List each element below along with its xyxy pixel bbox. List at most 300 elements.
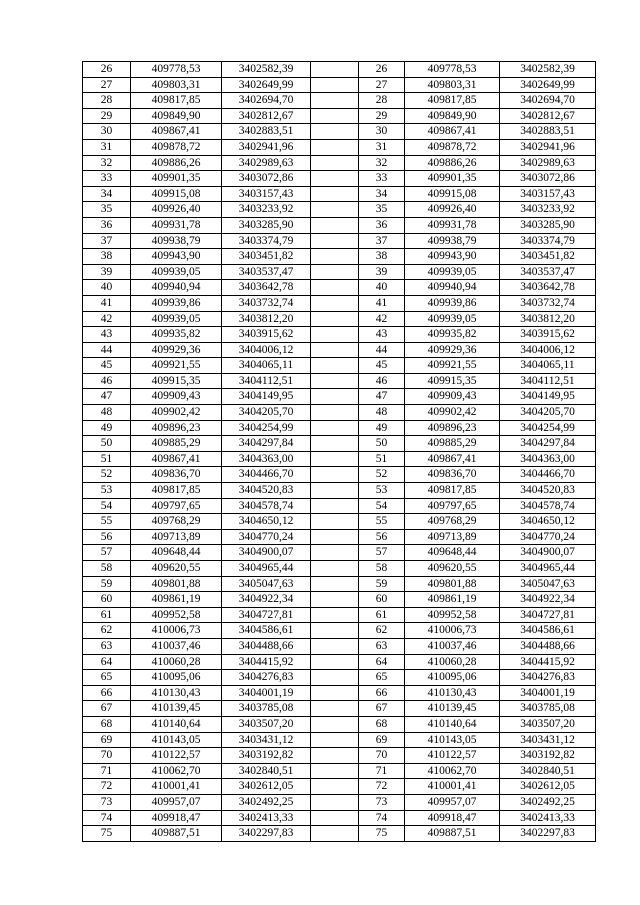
x-coordinate-cell: 409938,79 xyxy=(405,233,500,249)
table-row xyxy=(83,529,358,545)
point-number-cell: 61 xyxy=(359,607,405,623)
x-coordinate-cell: 410143,05 xyxy=(131,732,222,748)
table-row xyxy=(359,264,596,280)
point-number-cell: 30 xyxy=(83,124,131,140)
x-coordinate-cell: 409931,78 xyxy=(131,217,222,233)
table-row xyxy=(83,295,358,311)
empty-cell xyxy=(311,202,358,218)
point-number-cell: 41 xyxy=(83,295,131,311)
y-coordinate-cell: 3402883,51 xyxy=(222,124,311,140)
table-row xyxy=(359,670,596,686)
point-number-cell: 74 xyxy=(83,810,131,826)
y-coordinate-cell: 3402582,39 xyxy=(222,62,311,78)
table-row xyxy=(83,139,358,155)
y-coordinate-cell: 3404488,66 xyxy=(222,638,311,654)
table-row xyxy=(359,623,596,639)
x-coordinate-cell: 409909,43 xyxy=(131,389,222,405)
x-coordinate-cell: 410140,64 xyxy=(405,716,500,732)
point-number-cell: 59 xyxy=(83,576,131,592)
empty-cell xyxy=(311,467,358,483)
y-coordinate-cell: 3403233,92 xyxy=(222,202,311,218)
y-coordinate-cell: 3403374,79 xyxy=(222,233,311,249)
y-coordinate-cell: 3403431,12 xyxy=(222,732,311,748)
point-number-cell: 52 xyxy=(83,467,131,483)
x-coordinate-cell: 409929,36 xyxy=(131,342,222,358)
empty-cell xyxy=(311,108,358,124)
empty-cell xyxy=(311,358,358,374)
y-coordinate-cell: 3405047,63 xyxy=(500,576,596,592)
table-row xyxy=(359,373,596,389)
empty-cell xyxy=(311,748,358,764)
point-number-cell: 71 xyxy=(83,763,131,779)
table-row xyxy=(83,77,358,93)
x-coordinate-cell: 409935,82 xyxy=(405,327,500,343)
point-number-cell: 44 xyxy=(359,342,405,358)
x-coordinate-cell: 409957,07 xyxy=(131,794,222,810)
x-coordinate-cell: 410006,73 xyxy=(131,623,222,639)
y-coordinate-cell: 3404922,34 xyxy=(222,592,311,608)
y-coordinate-cell: 3404770,24 xyxy=(500,529,596,545)
x-coordinate-cell: 409849,90 xyxy=(131,108,222,124)
y-coordinate-cell: 3403785,08 xyxy=(222,701,311,717)
y-coordinate-cell: 3402694,70 xyxy=(500,93,596,109)
y-coordinate-cell: 3404001,19 xyxy=(500,685,596,701)
empty-cell xyxy=(311,93,358,109)
y-coordinate-cell: 3405047,63 xyxy=(222,576,311,592)
point-number-cell: 33 xyxy=(83,171,131,187)
point-number-cell: 35 xyxy=(359,202,405,218)
table-row xyxy=(359,794,596,810)
x-coordinate-cell: 409940,94 xyxy=(405,280,500,296)
y-coordinate-cell: 3404112,51 xyxy=(222,373,311,389)
x-coordinate-cell: 409918,47 xyxy=(405,810,500,826)
y-coordinate-cell: 3403642,78 xyxy=(222,280,311,296)
x-coordinate-cell: 409803,31 xyxy=(131,77,222,93)
y-coordinate-cell: 3404466,70 xyxy=(222,467,311,483)
empty-cell xyxy=(311,810,358,826)
point-number-cell: 28 xyxy=(83,93,131,109)
point-number-cell: 68 xyxy=(359,716,405,732)
y-coordinate-cell: 3404466,70 xyxy=(500,467,596,483)
x-coordinate-cell: 409939,05 xyxy=(405,264,500,280)
x-coordinate-cell: 409867,41 xyxy=(131,124,222,140)
table-row xyxy=(359,233,596,249)
empty-cell xyxy=(311,607,358,623)
table-row xyxy=(83,186,358,202)
x-coordinate-cell: 409939,05 xyxy=(405,311,500,327)
point-number-cell: 29 xyxy=(359,108,405,124)
x-coordinate-cell: 409915,35 xyxy=(405,373,500,389)
y-coordinate-cell: 3404276,83 xyxy=(222,670,311,686)
point-number-cell: 49 xyxy=(359,420,405,436)
point-number-cell: 48 xyxy=(83,405,131,421)
empty-cell xyxy=(311,280,358,296)
y-coordinate-cell: 3404900,07 xyxy=(222,545,311,561)
x-coordinate-cell: 409648,44 xyxy=(131,545,222,561)
point-number-cell: 75 xyxy=(359,826,405,842)
table-row xyxy=(83,373,358,389)
y-coordinate-cell: 3402812,67 xyxy=(500,108,596,124)
table-row xyxy=(83,280,358,296)
x-coordinate-cell: 410062,70 xyxy=(405,763,500,779)
y-coordinate-cell: 3404006,12 xyxy=(500,342,596,358)
table-row xyxy=(359,77,596,93)
x-coordinate-cell: 409768,29 xyxy=(405,514,500,530)
x-coordinate-cell: 409867,41 xyxy=(131,451,222,467)
empty-cell xyxy=(311,670,358,686)
point-number-cell: 50 xyxy=(359,436,405,452)
x-coordinate-cell: 409861,19 xyxy=(405,592,500,608)
table-row xyxy=(83,264,358,280)
y-coordinate-cell: 3402883,51 xyxy=(500,124,596,140)
point-number-cell: 63 xyxy=(83,638,131,654)
y-coordinate-cell: 3404297,84 xyxy=(500,436,596,452)
y-coordinate-cell: 3404205,70 xyxy=(222,405,311,421)
y-coordinate-cell: 3404727,81 xyxy=(222,607,311,623)
point-number-cell: 54 xyxy=(359,498,405,514)
x-coordinate-cell: 409620,55 xyxy=(131,561,222,577)
empty-cell xyxy=(311,249,358,265)
table-row xyxy=(359,186,596,202)
table-row xyxy=(83,716,358,732)
empty-cell xyxy=(311,623,358,639)
table-row xyxy=(83,93,358,109)
x-coordinate-cell: 409929,36 xyxy=(405,342,500,358)
point-number-cell: 51 xyxy=(83,451,131,467)
y-coordinate-cell: 3402612,05 xyxy=(500,779,596,795)
point-number-cell: 26 xyxy=(83,62,131,78)
y-coordinate-cell: 3403732,74 xyxy=(222,295,311,311)
x-coordinate-cell: 410122,57 xyxy=(405,748,500,764)
x-coordinate-cell: 409952,58 xyxy=(405,607,500,623)
y-coordinate-cell: 3404965,44 xyxy=(500,561,596,577)
table-row xyxy=(83,654,358,670)
empty-cell xyxy=(311,155,358,171)
y-coordinate-cell: 3402492,25 xyxy=(222,794,311,810)
x-coordinate-cell: 409938,79 xyxy=(131,233,222,249)
empty-cell xyxy=(311,498,358,514)
x-coordinate-cell: 409901,35 xyxy=(131,171,222,187)
point-number-cell: 66 xyxy=(83,685,131,701)
x-coordinate-cell: 409886,26 xyxy=(131,155,222,171)
point-number-cell: 64 xyxy=(359,654,405,670)
y-coordinate-cell: 3404900,07 xyxy=(500,545,596,561)
x-coordinate-cell: 409817,85 xyxy=(405,483,500,499)
table-row xyxy=(359,155,596,171)
x-coordinate-cell: 409885,29 xyxy=(405,436,500,452)
y-coordinate-cell: 3403812,20 xyxy=(222,311,311,327)
y-coordinate-cell: 3404112,51 xyxy=(500,373,596,389)
table-row xyxy=(83,358,358,374)
point-number-cell: 36 xyxy=(83,217,131,233)
point-number-cell: 73 xyxy=(359,794,405,810)
y-coordinate-cell: 3404415,92 xyxy=(222,654,311,670)
table-row xyxy=(359,498,596,514)
x-coordinate-cell: 409952,58 xyxy=(131,607,222,623)
table-row xyxy=(359,451,596,467)
empty-cell xyxy=(311,763,358,779)
y-coordinate-cell: 3402941,96 xyxy=(500,139,596,155)
table-row xyxy=(359,358,596,374)
point-number-cell: 71 xyxy=(359,763,405,779)
point-number-cell: 61 xyxy=(83,607,131,623)
point-number-cell: 58 xyxy=(359,561,405,577)
table-row xyxy=(359,592,596,608)
y-coordinate-cell: 3402413,33 xyxy=(222,810,311,826)
table-row xyxy=(359,748,596,764)
table-row xyxy=(83,420,358,436)
table-row xyxy=(83,545,358,561)
point-number-cell: 26 xyxy=(359,62,405,78)
table-row xyxy=(83,467,358,483)
empty-cell xyxy=(311,62,358,78)
x-coordinate-cell: 409940,94 xyxy=(131,280,222,296)
table-row xyxy=(359,202,596,218)
x-coordinate-cell: 409817,85 xyxy=(405,93,500,109)
empty-cell xyxy=(311,186,358,202)
point-number-cell: 38 xyxy=(359,249,405,265)
x-coordinate-cell: 409915,35 xyxy=(131,373,222,389)
table-row xyxy=(83,748,358,764)
table-row xyxy=(83,701,358,717)
point-number-cell: 47 xyxy=(359,389,405,405)
table-row xyxy=(359,124,596,140)
x-coordinate-cell: 410140,64 xyxy=(131,716,222,732)
empty-cell xyxy=(311,264,358,280)
table-row xyxy=(83,779,358,795)
point-number-cell: 44 xyxy=(83,342,131,358)
table-row xyxy=(83,685,358,701)
y-coordinate-cell: 3403642,78 xyxy=(500,280,596,296)
empty-cell xyxy=(311,561,358,577)
empty-cell xyxy=(311,451,358,467)
y-coordinate-cell: 3404586,61 xyxy=(222,623,311,639)
y-coordinate-cell: 3403507,20 xyxy=(222,716,311,732)
table-row xyxy=(83,311,358,327)
y-coordinate-cell: 3403431,12 xyxy=(500,732,596,748)
empty-cell xyxy=(311,794,358,810)
table-row xyxy=(83,62,358,78)
empty-cell xyxy=(311,638,358,654)
point-number-cell: 72 xyxy=(83,779,131,795)
x-coordinate-cell: 409867,41 xyxy=(405,124,500,140)
x-coordinate-cell: 409915,08 xyxy=(405,186,500,202)
x-coordinate-cell: 409878,72 xyxy=(405,139,500,155)
y-coordinate-cell: 3404297,84 xyxy=(222,436,311,452)
point-number-cell: 56 xyxy=(359,529,405,545)
point-number-cell: 43 xyxy=(359,327,405,343)
x-coordinate-cell: 409817,85 xyxy=(131,93,222,109)
x-coordinate-cell: 410001,41 xyxy=(131,779,222,795)
x-coordinate-cell: 409935,82 xyxy=(131,327,222,343)
x-coordinate-cell: 409921,55 xyxy=(405,358,500,374)
point-number-cell: 27 xyxy=(83,77,131,93)
y-coordinate-cell: 3402582,39 xyxy=(500,62,596,78)
empty-cell xyxy=(311,483,358,499)
y-coordinate-cell: 3403785,08 xyxy=(500,701,596,717)
point-number-cell: 54 xyxy=(83,498,131,514)
x-coordinate-cell: 409817,85 xyxy=(131,483,222,499)
y-coordinate-cell: 3402297,83 xyxy=(500,826,596,842)
empty-cell xyxy=(311,389,358,405)
table-row xyxy=(359,327,596,343)
point-number-cell: 75 xyxy=(83,826,131,842)
x-coordinate-cell: 410130,43 xyxy=(131,685,222,701)
y-coordinate-cell: 3403812,20 xyxy=(500,311,596,327)
y-coordinate-cell: 3402297,83 xyxy=(222,826,311,842)
y-coordinate-cell: 3403374,79 xyxy=(500,233,596,249)
table-row xyxy=(359,139,596,155)
table-row xyxy=(83,810,358,826)
x-coordinate-cell: 410037,46 xyxy=(131,638,222,654)
empty-cell xyxy=(311,592,358,608)
empty-cell xyxy=(311,654,358,670)
table-row xyxy=(359,779,596,795)
table-row xyxy=(83,155,358,171)
y-coordinate-cell: 3404149,95 xyxy=(222,389,311,405)
point-number-cell: 70 xyxy=(359,748,405,764)
empty-cell xyxy=(311,716,358,732)
x-coordinate-cell: 409801,88 xyxy=(405,576,500,592)
table-row xyxy=(83,233,358,249)
empty-cell xyxy=(311,139,358,155)
y-coordinate-cell: 3403451,82 xyxy=(222,249,311,265)
y-coordinate-cell: 3404001,19 xyxy=(222,685,311,701)
point-number-cell: 52 xyxy=(359,467,405,483)
table-row xyxy=(83,826,358,842)
y-coordinate-cell: 3404149,95 xyxy=(500,389,596,405)
point-number-cell: 37 xyxy=(359,233,405,249)
table-row xyxy=(83,249,358,265)
point-number-cell: 42 xyxy=(83,311,131,327)
x-coordinate-cell: 409939,86 xyxy=(131,295,222,311)
point-number-cell: 32 xyxy=(83,155,131,171)
point-number-cell: 53 xyxy=(359,483,405,499)
table-row xyxy=(359,171,596,187)
y-coordinate-cell: 3402989,63 xyxy=(500,155,596,171)
empty-cell xyxy=(311,420,358,436)
empty-cell xyxy=(311,576,358,592)
point-number-cell: 48 xyxy=(359,405,405,421)
point-number-cell: 67 xyxy=(359,701,405,717)
table-row xyxy=(83,451,358,467)
point-number-cell: 72 xyxy=(359,779,405,795)
table-row xyxy=(359,342,596,358)
table-row xyxy=(359,561,596,577)
x-coordinate-cell: 409887,51 xyxy=(405,826,500,842)
empty-cell xyxy=(311,342,358,358)
y-coordinate-cell: 3404363,00 xyxy=(222,451,311,467)
y-coordinate-cell: 3404488,66 xyxy=(500,638,596,654)
empty-cell xyxy=(311,233,358,249)
x-coordinate-cell: 409887,51 xyxy=(131,826,222,842)
point-number-cell: 31 xyxy=(359,139,405,155)
table-row xyxy=(83,561,358,577)
point-number-cell: 32 xyxy=(359,155,405,171)
point-number-cell: 43 xyxy=(83,327,131,343)
table-row xyxy=(359,763,596,779)
y-coordinate-cell: 3404254,99 xyxy=(222,420,311,436)
x-coordinate-cell: 409648,44 xyxy=(405,545,500,561)
point-number-cell: 38 xyxy=(83,249,131,265)
point-number-cell: 55 xyxy=(83,514,131,530)
point-number-cell: 37 xyxy=(83,233,131,249)
y-coordinate-cell: 3403507,20 xyxy=(500,716,596,732)
point-number-cell: 62 xyxy=(83,623,131,639)
table-row xyxy=(359,685,596,701)
x-coordinate-cell: 410143,05 xyxy=(405,732,500,748)
y-coordinate-cell: 3402612,05 xyxy=(222,779,311,795)
x-coordinate-cell: 409926,40 xyxy=(131,202,222,218)
x-coordinate-cell: 409797,65 xyxy=(131,498,222,514)
point-number-cell: 56 xyxy=(83,529,131,545)
table-row xyxy=(83,623,358,639)
table-row xyxy=(359,108,596,124)
x-coordinate-cell: 410130,43 xyxy=(405,685,500,701)
x-coordinate-cell: 409909,43 xyxy=(405,389,500,405)
x-coordinate-cell: 409803,31 xyxy=(405,77,500,93)
point-number-cell: 30 xyxy=(359,124,405,140)
table-row xyxy=(83,436,358,452)
table-row xyxy=(359,701,596,717)
point-number-cell: 50 xyxy=(83,436,131,452)
x-coordinate-cell: 409778,53 xyxy=(131,62,222,78)
x-coordinate-cell: 409878,72 xyxy=(131,139,222,155)
x-coordinate-cell: 409861,19 xyxy=(131,592,222,608)
point-number-cell: 29 xyxy=(83,108,131,124)
empty-cell xyxy=(311,373,358,389)
empty-cell xyxy=(311,124,358,140)
y-coordinate-cell: 3403915,62 xyxy=(500,327,596,343)
point-number-cell: 47 xyxy=(83,389,131,405)
x-coordinate-cell: 409801,88 xyxy=(131,576,222,592)
table-row xyxy=(83,483,358,499)
point-number-cell: 66 xyxy=(359,685,405,701)
y-coordinate-cell: 3402840,51 xyxy=(500,763,596,779)
x-coordinate-cell: 410037,46 xyxy=(405,638,500,654)
x-coordinate-cell: 409886,26 xyxy=(405,155,500,171)
x-coordinate-cell: 409939,05 xyxy=(131,311,222,327)
table-row xyxy=(359,826,596,842)
point-number-cell: 39 xyxy=(359,264,405,280)
x-coordinate-cell: 409902,42 xyxy=(405,405,500,421)
empty-cell xyxy=(311,171,358,187)
point-number-cell: 68 xyxy=(83,716,131,732)
y-coordinate-cell: 3403732,74 xyxy=(500,295,596,311)
y-coordinate-cell: 3403537,47 xyxy=(222,264,311,280)
x-coordinate-cell: 410095,06 xyxy=(131,670,222,686)
x-coordinate-cell: 409867,41 xyxy=(405,451,500,467)
table-row xyxy=(359,483,596,499)
table-row xyxy=(83,498,358,514)
y-coordinate-cell: 3404276,83 xyxy=(500,670,596,686)
empty-cell xyxy=(311,77,358,93)
table-row xyxy=(83,576,358,592)
table-row xyxy=(359,716,596,732)
y-coordinate-cell: 3404727,81 xyxy=(500,607,596,623)
point-number-cell: 46 xyxy=(359,373,405,389)
point-number-cell: 57 xyxy=(359,545,405,561)
point-number-cell: 31 xyxy=(83,139,131,155)
point-number-cell: 67 xyxy=(83,701,131,717)
point-number-cell: 27 xyxy=(359,77,405,93)
point-number-cell: 69 xyxy=(359,732,405,748)
table-row xyxy=(359,810,596,826)
table-row xyxy=(359,405,596,421)
point-number-cell: 36 xyxy=(359,217,405,233)
y-coordinate-cell: 3403285,90 xyxy=(222,217,311,233)
point-number-cell: 40 xyxy=(359,280,405,296)
